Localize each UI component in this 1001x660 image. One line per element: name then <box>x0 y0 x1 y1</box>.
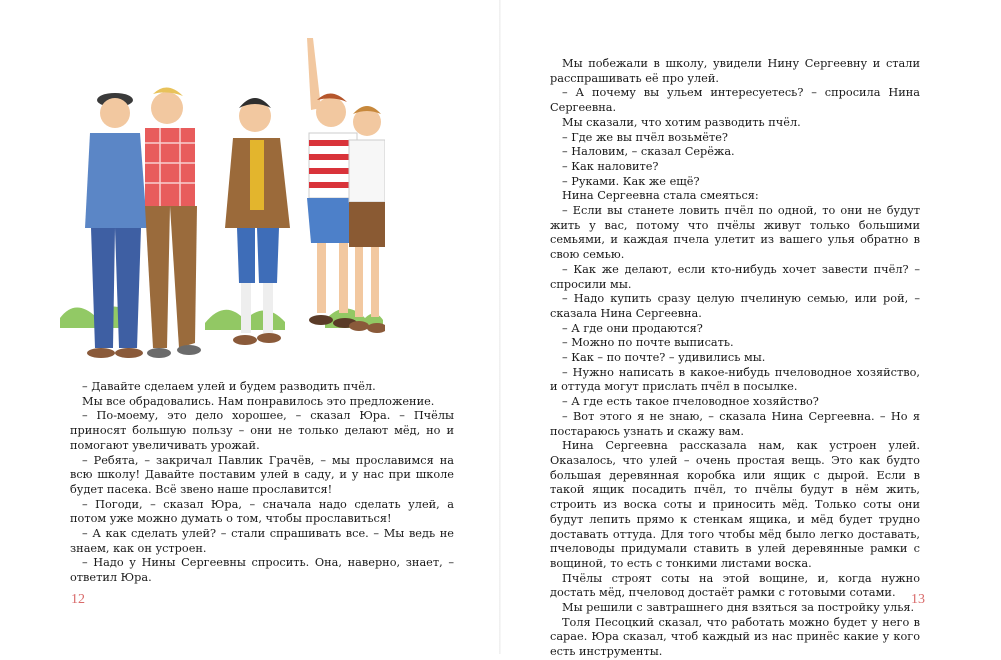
paragraph: Нина Сергеевна стала смеяться: <box>562 189 759 203</box>
paragraph: – Можно по почте выписать. <box>562 336 734 350</box>
paragraph: – Как – по почте? – удивились мы. <box>562 351 766 365</box>
paragraph: Мы сказали, что хотим разводить пчёл. <box>562 115 801 129</box>
paragraph: – Надо у Нины Сергеевны спросить. Она, наверно, знает, – ответил Юра. <box>70 556 454 585</box>
boy-jacket <box>225 98 290 345</box>
paragraph: Мы побежали в школу, увидели Нину Сергеевну и стали расспрашивать её про улей. <box>550 57 920 85</box>
paragraph: – А где они продаются? <box>562 321 703 335</box>
paragraph: – А как сделать улей? – стали спрашивать все. – Мы ведь не знаем, как он устроен. <box>70 527 454 555</box>
page-number-left: 12 <box>71 592 85 607</box>
paragraph: – Погоди, – сказал Юра, – сначала надо сделать улей, а потом уже можно думать о том, чтобы прославиться! <box>70 497 454 526</box>
paragraph: – А где есть такое пчеловодное хозяйство? <box>562 395 819 409</box>
left-text-column <box>70 380 454 586</box>
paragraph: – Вот этого я не знаю, – сказала Нина Сергеевна. – Но я постараюсь узнать и скажу вам. <box>550 409 920 438</box>
paragraph: – Как же делают, если кто-нибудь хочет завести пчёл? – спросили мы. <box>550 262 920 291</box>
paragraph: – Руками. Как же ещё? <box>562 174 700 188</box>
paragraph: Толя Песоцкий сказал, что работать можно будет у него в сарае. Юра сказал, чтоб каждый из нас принёс какие у кого есть инструменты. <box>550 615 920 659</box>
paragraph: Пчёлы строят соты на этой вощине, и, когда нужно достать мёд, пчеловод достаёт рамки с готовыми сотами. <box>550 571 920 600</box>
paragraph: – Наловим, – сказал Серёжа. <box>562 145 735 159</box>
paragraph: – Если вы станете ловить пчёл по одной, то они не будут жить у вас, потому что пчёлы живут только большими семьями, и каждая пчела улетит из вашего улья обратно в свою семью. <box>550 204 920 262</box>
page-number-right: 13 <box>911 592 925 607</box>
boy-white-shirt <box>349 106 385 333</box>
right-page <box>500 0 1001 659</box>
boy-plaid <box>145 87 201 358</box>
illustration-boys <box>55 28 385 363</box>
paragraph: – А почему вы ульем интересуетесь? – спросила Нина Сергеевна. <box>550 86 920 115</box>
paragraph: – Как наловите? <box>562 159 659 173</box>
paragraph: Нина Сергеевна рассказала нам, как устроен улей. Оказалось, что улей – очень простая вещь. Это как будто большая деревянная коробка или ящик с дырой. Если в такой ящик посадить пчёл, то пчёлы будут в нём жить, строить из воска соты и приносить мёд. Только соты они будут лепить прямо к стенкам ящика, и мёд будет трудно доставать оттуда. Для того чтобы мёд было легко доставать, пчеловоды придумали ставить в улей деревянные рамки с вощиной, то есть с тонкими листами воска. <box>550 439 920 570</box>
right-text-column <box>550 57 920 660</box>
paragraph: – По-моему, это дело хорошее, – сказал Юра. – Пчёлы приносят большую пользу – они не только делают мёд, но и помогают увеличивать урожай. <box>70 409 454 452</box>
left-page <box>0 0 500 654</box>
paragraph: – Давайте сделаем улей и будем разводить пчёл. <box>82 380 376 393</box>
paragraph: – Нужно написать в какое-нибудь пчеловодное хозяйство, и оттуда могут прислать пчёл в посылке. <box>550 365 920 394</box>
paragraph: – Надо купить сразу целую пчелиную семью, или рой, – сказала Нина Сергеевна. <box>550 292 920 320</box>
paragraph: Мы все обрадовались. Нам понравилось это предложение. <box>82 394 435 408</box>
paragraph: Мы решили с завтрашнего дня взяться за постройку улья. <box>562 601 915 615</box>
paragraph: – Где же вы пчёл возьмёте? <box>562 130 728 144</box>
paragraph: – Ребята, – закричал Павлик Грачёв, – мы прославимся на всю школу! Давайте поставим улей в саду, и у нас при школе будет пасека. Всё звено наше прославится! <box>70 453 454 496</box>
